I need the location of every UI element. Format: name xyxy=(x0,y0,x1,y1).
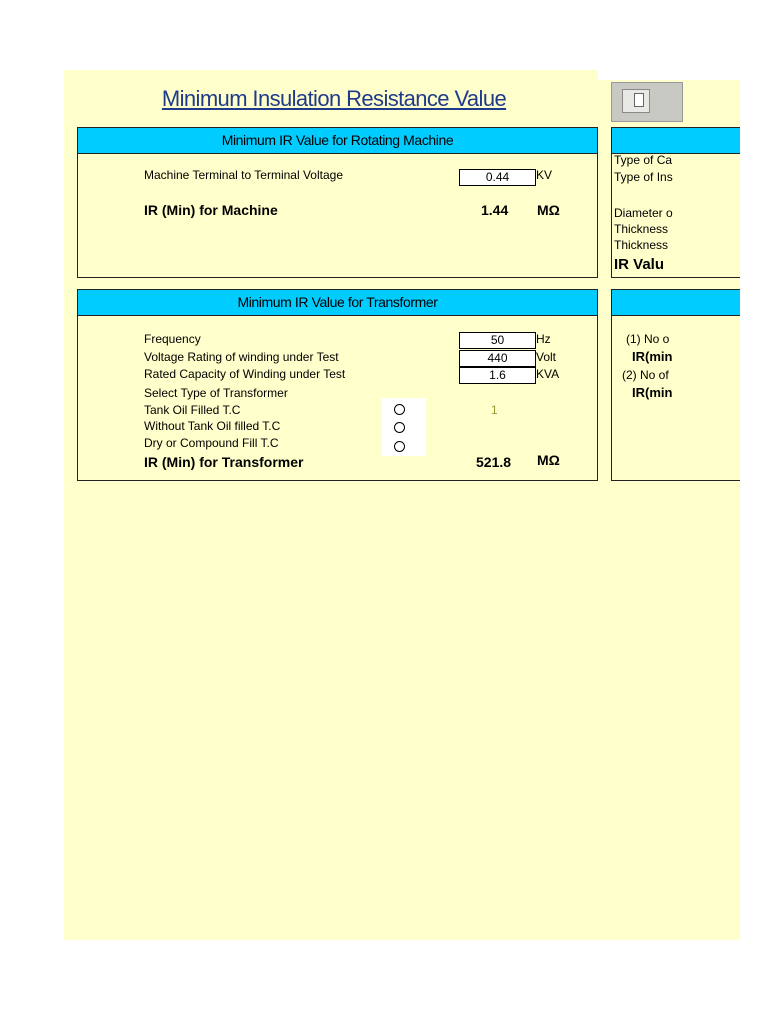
cable-panel xyxy=(611,127,740,278)
transformer-header: Minimum IR Value for Transformer xyxy=(78,290,597,316)
rotating-machine-header: Minimum IR Value for Rotating Machine xyxy=(78,128,597,154)
page-title: Minimum Insulation Resistance Value xyxy=(161,86,507,111)
spreadsheet-area xyxy=(64,70,740,940)
thickness-label-1: Thickness xyxy=(614,222,669,236)
machine-voltage-input[interactable]: 0.44 xyxy=(459,169,536,186)
insulation-type-label: Type of Ins xyxy=(614,170,673,184)
machine-ir-unit: MΩ xyxy=(537,202,560,218)
sheet-notch xyxy=(598,70,740,80)
select-type-label: Select Type of Transformer xyxy=(144,386,288,400)
capacity-input[interactable]: 1.6 xyxy=(459,367,536,384)
transformer-panel xyxy=(77,289,598,481)
no-of-line-1: (1) No o xyxy=(626,332,670,346)
diameter-label: Diameter o xyxy=(614,206,673,220)
transformer-ir-value: 521.8 xyxy=(476,454,512,470)
winding-voltage-input[interactable]: 440 xyxy=(459,350,536,367)
frequency-label: Frequency xyxy=(144,332,201,346)
ir-min-label-1: IR(min xyxy=(632,349,673,364)
capacity-label: Rated Capacity of Winding under Test xyxy=(144,367,346,381)
radio-without-tank[interactable] xyxy=(394,422,405,433)
frequency-input[interactable]: 50 xyxy=(459,332,536,349)
machine-voltage-unit: KV xyxy=(536,168,553,182)
radio-dry-compound[interactable] xyxy=(394,441,405,452)
frequency-unit: Hz xyxy=(536,332,551,346)
machine-ir-value: 1.44 xyxy=(481,202,509,218)
ir-min-label-2: IR(min xyxy=(632,385,673,400)
capacity-unit: KVA xyxy=(536,367,560,381)
option-label-1: Tank Oil Filled T.C xyxy=(144,403,241,417)
transformer-ir-unit: MΩ xyxy=(537,452,560,468)
no-of-line-2: (2) No of xyxy=(622,368,669,382)
option-label-3: Dry or Compound Fill T.C xyxy=(144,436,279,450)
conductor-panel xyxy=(611,289,740,481)
selected-option-index: 1 xyxy=(491,403,498,417)
conductor-header xyxy=(612,290,740,316)
machine-ir-label: IR (Min) for Machine xyxy=(144,202,278,218)
cable-ir-label: IR Valu xyxy=(614,256,665,273)
device-screen xyxy=(634,93,644,107)
winding-voltage-label: Voltage Rating of winding under Test xyxy=(144,350,339,364)
winding-voltage-unit: Volt xyxy=(536,350,557,364)
transformer-ir-label: IR (Min) for Transformer xyxy=(144,454,304,470)
cable-header xyxy=(612,128,740,154)
cable-type-label: Type of Ca xyxy=(614,153,673,167)
radio-tank-oil[interactable] xyxy=(394,404,405,415)
rotating-machine-panel xyxy=(77,127,598,278)
megger-device-image xyxy=(611,82,683,122)
option-label-2: Without Tank Oil filled T.C xyxy=(144,419,281,433)
machine-voltage-label: Machine Terminal to Terminal Voltage xyxy=(144,168,343,182)
thickness-label-2: Thickness xyxy=(614,238,669,252)
